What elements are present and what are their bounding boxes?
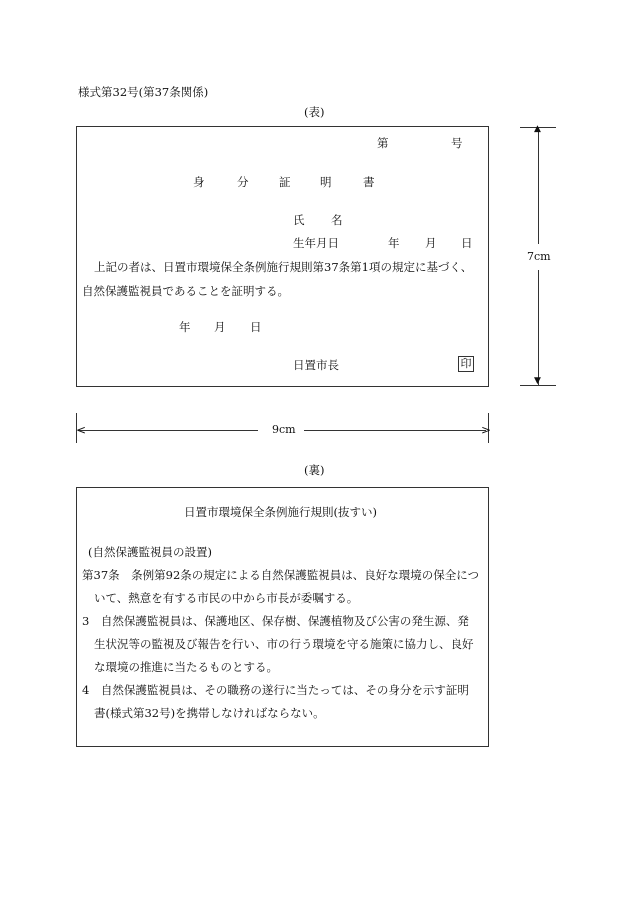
paragraph-3-line-2: 生状況等の監視及び報告を行い、市の行う環境を守る施策に協力し、良好	[94, 637, 474, 651]
form-number-label: 様式第32号(第37条関係)	[78, 85, 209, 99]
dob-label: 生年月日	[293, 236, 339, 250]
section-heading: (自然保護監視員の設置)	[88, 545, 212, 559]
arrow-right-icon: >	[481, 423, 492, 437]
paragraph-4-line-1: 4 自然保護監視員は、その職務の遂行に当たっては、その身分を示す証明	[82, 683, 469, 697]
height-line-lower	[538, 270, 539, 385]
height-dimension-label: 7cm	[527, 250, 551, 263]
arrow-down-icon: ▼	[534, 376, 541, 386]
dob-day: 日	[461, 236, 473, 250]
title-char-2: 分	[237, 175, 249, 189]
back-side-label: (裏)	[304, 463, 325, 477]
dob-year: 年	[388, 236, 400, 250]
arrow-left-icon: <	[76, 423, 87, 437]
paragraph-4-line-2: 書(様式第32号)を携帯しなければならない。	[94, 706, 325, 720]
seal-mark: 印	[458, 356, 474, 372]
name-label-1: 氏	[293, 213, 305, 227]
paragraph-3-line-1: 3 自然保護監視員は、保護地区、保存樹、保護植物及び公害の発生源、発	[82, 614, 469, 628]
title-char-1: 身	[193, 175, 205, 189]
certification-line-1: 上記の者は、日置市環境保全条例施行規則第37条第1項の規定に基づく、	[94, 260, 473, 274]
regulation-title: 日置市環境保全条例施行規則(抜すい)	[184, 505, 377, 519]
paragraph-3-line-3: な環境の推進に当たるものとする。	[94, 660, 278, 674]
height-line-upper	[538, 128, 539, 244]
article-37-line-2: いて、熱意を有する市民の中から市長が委嘱する。	[94, 591, 359, 605]
title-char-5: 書	[363, 175, 375, 189]
arrow-up-icon: ▲	[534, 124, 541, 134]
id-card-back	[76, 487, 489, 747]
certification-line-2: 自然保護監視員であることを証明する。	[82, 284, 289, 298]
number-dai: 第	[377, 136, 389, 150]
dob-month: 月	[425, 236, 437, 250]
width-line-left	[78, 430, 258, 431]
article-37-line-1: 第37条 条例第92条の規定による自然保護監視員は、良好な環境の保全につ	[82, 568, 480, 582]
width-dimension-label: 9cm	[272, 423, 296, 436]
issue-day: 日	[250, 320, 262, 334]
front-side-label: (表)	[304, 105, 325, 119]
issue-year: 年	[179, 320, 191, 334]
id-card-front	[76, 126, 489, 387]
width-line-right	[304, 430, 486, 431]
number-go: 号	[451, 136, 463, 150]
issue-month: 月	[214, 320, 226, 334]
title-char-3: 証	[279, 175, 291, 189]
name-label-2: 名	[331, 213, 343, 227]
title-char-4: 明	[320, 175, 332, 189]
issuer-name: 日置市長	[293, 358, 339, 372]
